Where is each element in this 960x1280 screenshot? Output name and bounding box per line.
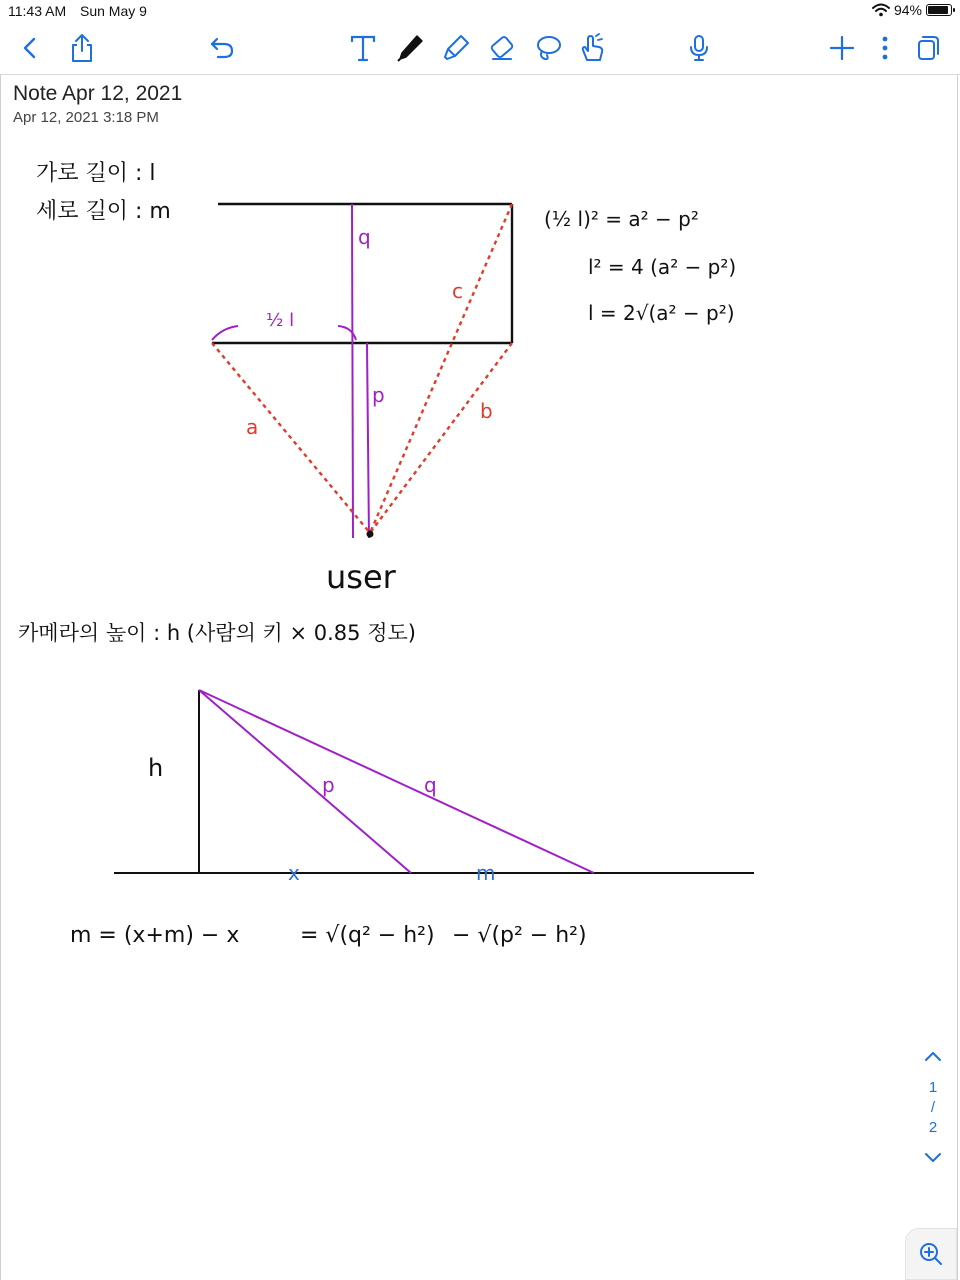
camera-height-label: 카메라의 높이 : h (사람의 키 × 0.85 정도): [18, 621, 416, 645]
eraser-tool-button[interactable]: [480, 22, 524, 74]
label-c: c: [452, 279, 463, 303]
text-tool-icon: [349, 33, 377, 63]
pages-icon: [915, 34, 941, 62]
microphone-icon: [687, 33, 711, 63]
handwriting-canvas[interactable]: [0, 130, 900, 960]
lasso-tool-icon: [533, 33, 563, 63]
current-page: 1: [928, 1079, 938, 1096]
label-b: b: [480, 399, 493, 423]
undo-button[interactable]: [200, 22, 244, 74]
red-dashed-lines: [212, 204, 512, 533]
toolbar: [0, 22, 960, 74]
more-icon: [881, 35, 889, 61]
page-up-icon[interactable]: [924, 1050, 942, 1062]
share-icon: [69, 33, 95, 63]
microphone-button[interactable]: [677, 22, 721, 74]
text-tool-button[interactable]: [341, 22, 385, 74]
lasso-tool-button[interactable]: [526, 22, 570, 74]
undo-icon: [208, 35, 236, 61]
page-border-right: [957, 75, 958, 1280]
label-h: h: [148, 754, 164, 782]
width-label: 가로 길이 : l: [36, 161, 156, 186]
pen-tool-button[interactable]: [388, 22, 432, 74]
label-p-bottom: p: [322, 773, 335, 797]
status-time: 11:43 AM: [8, 3, 67, 19]
share-button[interactable]: [60, 22, 104, 74]
status-date: Sun May 9: [80, 3, 147, 19]
battery-icon: [926, 4, 952, 16]
pen-tool-icon: [395, 33, 425, 63]
back-button[interactable]: [8, 22, 52, 74]
label-user: user: [326, 558, 396, 596]
equation-4-right: − √(p² − h²): [452, 923, 587, 948]
highlighter-tool-icon: [441, 33, 471, 63]
page-navigator: [918, 1050, 948, 1164]
label-a: a: [246, 415, 259, 439]
page-separator: /: [930, 1099, 936, 1116]
user-point: [367, 531, 374, 538]
zoom-button[interactable]: [905, 1228, 957, 1280]
height-label: 세로 길이 : m: [36, 199, 171, 224]
label-q-bottom: q: [424, 773, 437, 797]
equation-2: l² = 4 (a² − p²): [588, 255, 737, 279]
touch-tool-button[interactable]: [570, 22, 614, 74]
touch-tool-icon: [577, 33, 607, 63]
label-half-l: ½ l: [266, 310, 295, 331]
more-button[interactable]: [863, 22, 907, 74]
label-x: x: [288, 861, 300, 885]
eraser-tool-icon: [487, 33, 517, 63]
note-date: Apr 12, 2021 3:18 PM: [13, 109, 159, 126]
equation-1: (½ l)² = a² − p²: [544, 207, 699, 231]
status-right: [872, 2, 952, 18]
label-p-top: p: [372, 383, 385, 407]
total-pages: 2: [928, 1119, 938, 1136]
add-icon: [829, 35, 855, 61]
label-q-top: q: [358, 225, 371, 249]
note-title[interactable]: Note Apr 12, 2021: [13, 82, 183, 105]
zoom-in-icon: [918, 1241, 944, 1267]
equation-4-left: m = (x+m) − x: [70, 923, 240, 948]
battery-percent: 94%: [893, 2, 922, 18]
wifi-icon: [872, 3, 890, 17]
toolbar-divider: [0, 74, 960, 75]
status-bar: [0, 0, 960, 22]
pages-button[interactable]: [906, 22, 950, 74]
equation-4-mid: = √(q² − h²): [300, 923, 435, 948]
back-icon: [20, 36, 40, 60]
highlighter-tool-button[interactable]: [434, 22, 478, 74]
add-page-button[interactable]: [820, 22, 864, 74]
purple-lines-top: [212, 204, 369, 538]
page-down-icon[interactable]: [924, 1152, 942, 1164]
label-m: m: [476, 861, 496, 885]
equation-3: l = 2√(a² − p²): [588, 301, 735, 325]
sight-lines: [199, 690, 594, 873]
